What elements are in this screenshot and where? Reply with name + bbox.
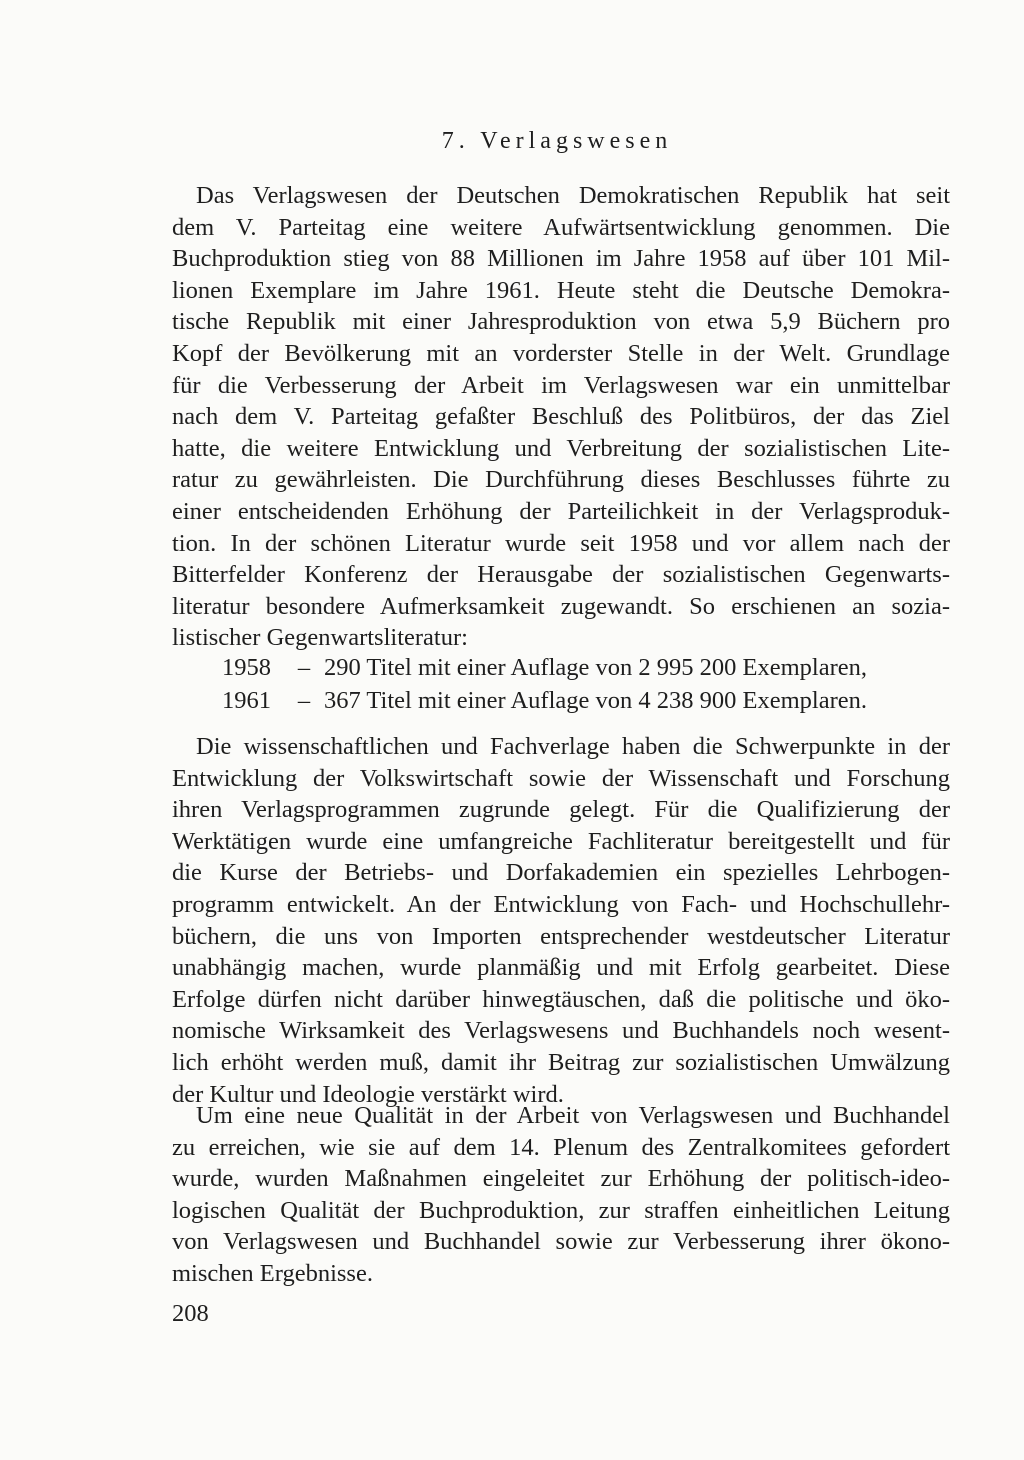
text-line: Um eine neue Qualität in der Arbeit von Verlagswesen und Buchhandel [196,1102,950,1129]
text-line: Das Verlagswesen der Deutschen Demokratischen Republik hat seit [196,182,950,209]
text-line: mischen Ergebnisse. [172,1259,373,1287]
text-line: Die wissenschaftlichen und Fachverlage haben die Schwerpunkte in der [196,733,950,760]
paragraph-1 [172,180,950,654]
page-number: 208 [172,1300,209,1327]
text-line: unabhängig machen, wurde planmäßig und mit Erfolg gearbeitet. Diese [172,954,950,982]
text-line: der Kultur und Ideologie verstärkt wird. [172,1080,564,1108]
text-line: ihren Verlagsprogrammen zugrunde gelegt. Für die Qualifizierung der [172,796,950,824]
text-line: Bitterfelder Konferenz der Herausgabe der sozialistischen Gegenwarts- [172,561,950,589]
paragraph-2 [172,731,950,1110]
text-line: lich erhöht werden muß, damit ihr Beitrag zur sozialistischen Umwälzung [172,1048,950,1076]
list-item [222,651,902,684]
statistics-list [222,651,902,717]
section-heading: 7. Verlagswesen [441,128,673,154]
text-line: programm entwickelt. An der Entwicklung von Fach- und Hochschullehr- [172,890,950,918]
text-line: Buchproduktion stieg von 88 Millionen im Jahre 1958 auf über 101 Mil- [172,245,950,273]
text-line: listischer Gegenwartsliteratur: [172,624,468,652]
text-line: nomische Wirksamkeit des Verlagswesens und Buchhandels noch wesent- [172,1017,950,1045]
text-line: logischen Qualität der Buchproduktion, zur straffen einheitlichen Leitung [172,1196,950,1224]
text-line: Kopf der Bevölkerung mit an vorderster Stelle in der Welt. Grundlage [172,339,950,367]
list-item [222,684,902,717]
text-line: Werktätigen wurde eine umfangreiche Fachliteratur bereitgestellt und für [172,827,950,855]
text-line: tion. In der schönen Literatur wurde seit 1958 und vor allem nach der [172,529,950,557]
text-line: Erfolge dürfen nicht darüber hinwegtäuschen, daß die politische und öko- [172,985,950,1013]
text-line: büchern, die uns von Importen entsprechender westdeutscher Literatur [172,922,950,950]
text-line: für die Verbesserung der Arbeit im Verlagswesen war ein unmittelbar [172,371,950,399]
list-dash: – [297,654,311,681]
list-text: 290 Titel mit einer Auflage von 2 995 200 Exemplaren, [324,654,868,681]
text-line: wurde, wurden Maßnahmen eingeleitet zur Erhöhung der politisch-ideo- [172,1165,950,1193]
text-line: ratur zu gewährleisten. Die Durchführung dieses Beschlusses führte zu [172,466,950,494]
list-year: 1958 [222,654,271,681]
text-line: einer entscheidenden Erhöhung der Parteilichkeit in der Verlagsproduk- [172,497,950,525]
list-dash: – [297,687,311,714]
list-text: 367 Titel mit einer Auflage von 4 238 900 Exemplaren. [324,687,868,714]
text-line: hatte, die weitere Entwicklung und Verbreitung der sozialistischen Lite- [172,434,950,462]
paragraph-3 [172,1100,950,1290]
text-line: die Kurse der Betriebs- und Dorfakademien ein spezielles Lehrbogen- [172,859,950,887]
text-line: nach dem V. Parteitag gefaßter Beschluß des Politbüros, der das Ziel [172,403,950,431]
list-year: 1961 [222,687,271,714]
text-line: Entwicklung der Volkswirtschaft sowie der Wissenschaft und Forschung [172,764,950,792]
text-line: dem V. Parteitag eine weitere Aufwärtsentwicklung genommen. Die [172,213,950,241]
text-line: tische Republik mit einer Jahresproduktion von etwa 5,9 Büchern pro [172,308,950,336]
text-line: von Verlagswesen und Buchhandel sowie zur Verbesserung ihrer ökono- [172,1228,950,1256]
text-line: lionen Exemplare im Jahre 1961. Heute steht die Deutsche Demokra- [172,276,950,304]
text-line: literatur besondere Aufmerksamkeit zugewandt. So erschienen an sozia- [172,592,950,620]
text-line: zu erreichen, wie sie auf dem 14. Plenum des Zentralkomitees gefordert [172,1133,950,1161]
